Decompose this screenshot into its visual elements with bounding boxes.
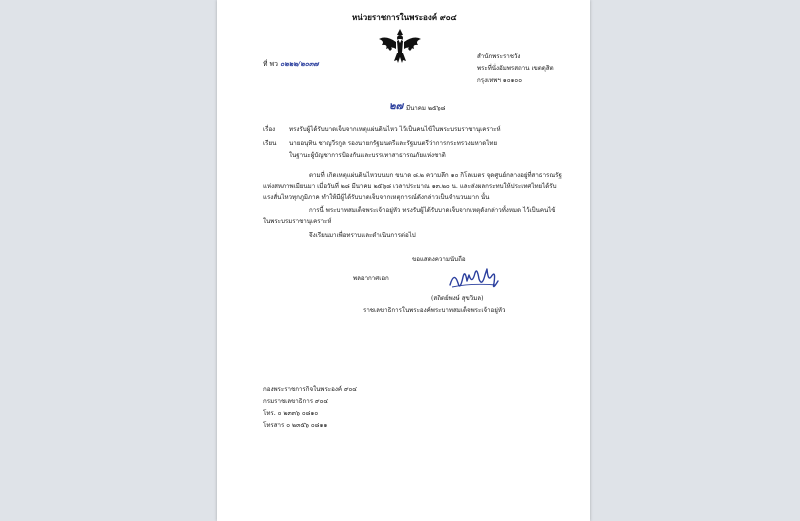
body-paragraph-line: ในพระบรมราชานุเคราะห์	[263, 218, 332, 225]
ref-number-handwritten: ๐๒๒๒/๒๐๓๗	[280, 60, 319, 68]
sender-address-line: พระที่นั่งอัมพรสถาน เขตดุสิต	[477, 65, 554, 72]
letter-page	[217, 0, 590, 521]
body-paragraph-line: การนี้ พระบาทสมเด็จพระเจ้าอยู่หัว ทรงรับผู้ได้รับบาดเจ็บจากเหตุดังกล่าวทั้งหมด ไว้เป็นคนไข้	[309, 207, 556, 214]
subject-text: ทรงรับผู้ได้รับบาดเจ็บจากเหตุแผ่นดินไหว ไว้เป็นคนไข้ในพระบรมราชานุเคราะห์	[289, 126, 501, 133]
reference-number	[263, 60, 319, 68]
body-paragraph-line: ตามที่ เกิดเหตุแผ่นดินไหวบนบก ขนาด ๘.๒ ความลึก ๑๐ กิโลเมตร จุดศูนย์กลางอยู่ที่สาธารณรัฐ	[309, 172, 562, 179]
body-paragraph-line: แห่งสหภาพเมียนมา เมื่อวันที่ ๒๘ มีนาคม ๒๕๖๘ เวลาประมาณ ๑๓.๒๐ น. และส่งผลกระทบให้ประเทศไทยได้รับ	[263, 183, 557, 190]
recipient-label: เรียน	[263, 140, 277, 147]
ref-prefix: พว	[269, 60, 278, 68]
sender-address-line: สำนักพระราชวัง	[477, 53, 521, 60]
footer-line: กรมราชเลขาธิการ ๙๐๔	[263, 398, 329, 405]
closing-salutation: ขอแสดงความนับถือ	[412, 256, 466, 263]
signature-icon	[444, 263, 504, 297]
signer-name: (สถิตย์พงษ์ สุขวิมล)	[431, 295, 484, 302]
body-closing-sentence: จึงเรียนมาเพื่อทราบและดำเนินการต่อไป	[309, 232, 416, 239]
footer-line: โทรสาร ๐ ๒๓๕๖ ๐๘๑๑	[263, 422, 328, 429]
date-day-handwritten: ๒๗	[389, 101, 404, 112]
recipient-line: ในฐานะผู้บัญชาการป้องกันและบรรเทาสาธารณภัยแห่งชาติ	[289, 152, 446, 159]
signer-rank: พลอากาศเอก	[353, 275, 389, 282]
date-month-year: มีนาคม ๒๕๖๘	[406, 105, 446, 112]
subject-label: เรื่อง	[263, 126, 276, 133]
footer-line: โทร. ๐ ๒๓๓๖ ๐๘๑๐	[263, 410, 319, 417]
footer-line: กองพระราชการกิจในพระองค์ ๙๐๔	[263, 386, 357, 393]
office-title: หน่วยราชการในพระองค์ ๙๐๔	[352, 12, 457, 22]
sender-address-line: กรุงเทพฯ ๑๐๑๐๐	[477, 77, 522, 84]
ref-label: ที่	[263, 60, 268, 68]
garuda-emblem-icon	[376, 27, 424, 65]
recipient-line: นายอนุทิน ชาญวีรกูล รองนายกรัฐมนตรีและรัฐมนตรีว่าการกระทรวงมหาดไทย	[289, 140, 498, 147]
signer-title: ราชเลขาธิการในพระองค์พระบาทสมเด็จพระเจ้าอยู่หัว	[363, 307, 506, 314]
body-paragraph-line: แรงสั่นไหวทุกภูมิภาค ทำให้มีผู้ได้รับบาดเจ็บจากเหตุการณ์ดังกล่าวเป็นจำนวนมาก นั้น	[263, 194, 490, 201]
